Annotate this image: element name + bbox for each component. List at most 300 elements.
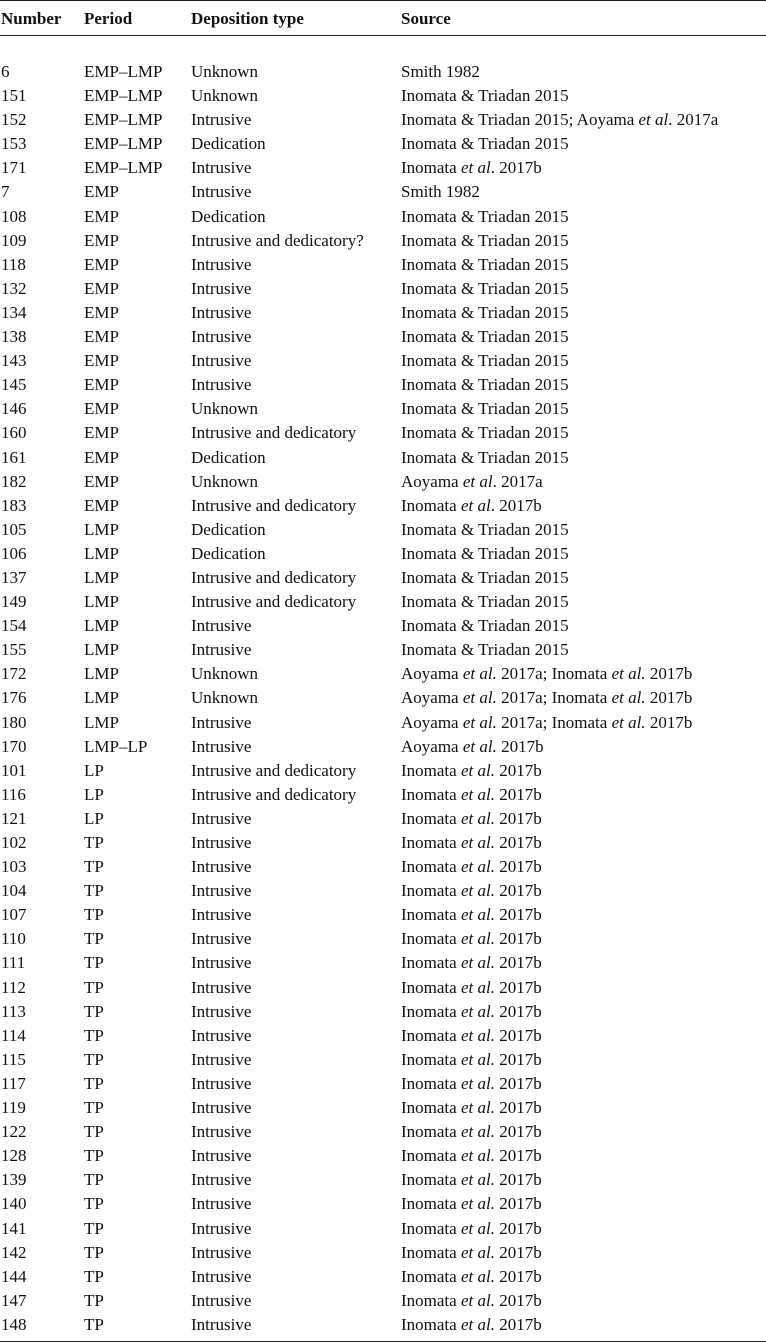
cell-deposition-type: Intrusive <box>191 182 252 202</box>
cell-deposition-type: Intrusive <box>191 1194 252 1214</box>
cell-deposition-type: Intrusive <box>191 1122 252 1142</box>
cell-source <box>401 494 542 518</box>
cell-number: 111 <box>1 953 26 973</box>
cell-source <box>401 518 569 542</box>
source-text: Aoyama <box>401 664 463 684</box>
cell-deposition-type: Dedication <box>191 519 266 539</box>
cell-source <box>401 1217 542 1241</box>
source-text: Inomata & Triadan 2015 <box>401 351 569 371</box>
cell-deposition-type: Intrusive and dedicatory <box>191 495 357 515</box>
table-row <box>0 1024 766 1048</box>
cell-deposition-type: Unknown <box>191 688 259 708</box>
source-text: Inomata <box>401 1049 461 1069</box>
cell-period: EMP–LMP <box>84 110 163 130</box>
source-text: Inomata & Triadan 2015 <box>401 254 569 274</box>
cell-source <box>401 1000 542 1024</box>
source-text: Inomata <box>401 495 461 515</box>
cell-deposition-type: Intrusive and dedicatory <box>191 760 357 780</box>
table-row <box>0 807 766 831</box>
source-text: Inomata <box>401 1170 461 1190</box>
cell-period: EMP <box>84 302 119 322</box>
source-etal: et al. <box>460 1242 495 1262</box>
source-text: Aoyama <box>401 712 463 732</box>
cell-deposition-type: Intrusive <box>191 1146 252 1166</box>
cell-deposition-type: Intrusive <box>191 327 252 347</box>
source-text: . 2017a <box>492 471 543 491</box>
source-etal: et al <box>460 158 491 178</box>
source-text: . 2017b <box>490 158 542 178</box>
cell-source <box>401 325 569 349</box>
table-row <box>0 253 766 277</box>
table-row <box>0 638 766 662</box>
cell-number: 152 <box>1 110 27 130</box>
cell-deposition-type: Unknown <box>191 62 259 81</box>
source-etal: et al. <box>611 664 646 684</box>
cell-deposition-type: Intrusive and dedicatory <box>191 784 357 804</box>
source-etal: et al. <box>611 688 646 708</box>
cell-period: LP <box>84 784 104 804</box>
cell-period: EMP <box>84 495 119 515</box>
source-text: Inomata & Triadan 2015 <box>401 592 569 612</box>
source-text: Inomata & Triadan 2015 <box>401 230 569 250</box>
cell-deposition-type: Intrusive <box>191 1266 252 1286</box>
cell-deposition-type: Intrusive and dedicatory <box>191 592 357 612</box>
cell-number: 141 <box>1 1218 27 1238</box>
cell-source <box>401 1096 542 1120</box>
table-row <box>0 397 766 421</box>
source-text: 2017b <box>494 1001 542 1021</box>
cell-deposition-type: Intrusive <box>191 616 252 636</box>
source-text: Inomata <box>401 1146 461 1166</box>
cell-number: 115 <box>1 1049 26 1069</box>
cell-number: 132 <box>1 278 27 298</box>
table-row <box>0 349 766 373</box>
cell-source <box>401 205 569 229</box>
source-etal: et al. <box>460 760 495 780</box>
cell-source <box>401 759 542 783</box>
cell-period: TP <box>84 953 104 973</box>
cell-source <box>401 301 569 325</box>
source-text: Inomata <box>401 1242 461 1262</box>
cell-period: EMP <box>84 471 119 491</box>
cell-deposition-type: Intrusive <box>191 1073 252 1093</box>
cell-number: 6 <box>1 62 10 81</box>
source-text: Inomata & Triadan 2015 <box>401 423 569 443</box>
source-etal: et al. <box>462 664 497 684</box>
table-row <box>0 301 766 325</box>
table-row <box>0 1096 766 1120</box>
cell-deposition-type: Intrusive <box>191 1001 252 1021</box>
source-etal: et al. <box>460 1266 495 1286</box>
table-row <box>0 373 766 397</box>
source-text: Smith 1982 <box>401 182 480 202</box>
source-etal: et al. <box>460 1001 495 1021</box>
source-text: Inomata <box>401 953 461 973</box>
cell-deposition-type: Intrusive and dedicatory <box>191 567 357 587</box>
source-text: Inomata & Triadan 2015 <box>401 134 569 154</box>
source-text: 2017b <box>494 953 542 973</box>
table-row <box>0 1265 766 1289</box>
cell-source <box>401 735 544 759</box>
cell-period: EMP <box>84 447 119 467</box>
cell-period: LMP–LP <box>84 736 148 756</box>
source-text: Inomata <box>401 1098 461 1118</box>
cell-source <box>401 662 692 686</box>
cell-period: LMP <box>84 616 119 636</box>
cell-period: EMP <box>84 206 119 226</box>
cell-source <box>401 108 718 132</box>
cell-number: 110 <box>1 929 26 949</box>
cell-source <box>401 156 542 180</box>
cell-number: 128 <box>1 1146 27 1166</box>
cell-number: 144 <box>1 1266 27 1286</box>
cell-period: LMP <box>84 712 119 732</box>
cell-period: TP <box>84 881 104 901</box>
cell-deposition-type: Intrusive <box>191 1025 252 1045</box>
cell-deposition-type: Dedication <box>191 206 266 226</box>
source-text: Inomata & Triadan 2015 <box>401 86 569 106</box>
table-row <box>0 566 766 590</box>
cell-number: 106 <box>1 543 27 563</box>
table-row <box>0 1192 766 1216</box>
cell-source <box>401 542 569 566</box>
source-text: Inomata <box>401 158 461 178</box>
table-body <box>0 36 766 1337</box>
cell-period: LMP <box>84 567 119 587</box>
source-text: 2017b <box>494 905 542 925</box>
cell-period: TP <box>84 1098 104 1118</box>
cell-deposition-type: Intrusive <box>191 158 252 178</box>
cell-deposition-type: Intrusive <box>191 712 252 732</box>
table-row <box>0 855 766 879</box>
source-text: 2017b <box>494 1218 542 1238</box>
cell-number: 104 <box>1 881 27 901</box>
source-text: Smith 1982 <box>401 62 480 81</box>
cell-period: EMP <box>84 278 119 298</box>
cell-number: 109 <box>1 230 27 250</box>
source-text: Inomata <box>401 1314 461 1334</box>
cell-number: 142 <box>1 1242 27 1262</box>
source-text: 2017a; Inomata <box>496 688 612 708</box>
cell-deposition-type: Intrusive <box>191 1314 252 1334</box>
cell-number: 176 <box>1 688 27 708</box>
cell-source <box>401 783 542 807</box>
cell-period: LMP <box>84 519 119 539</box>
cell-deposition-type: Intrusive <box>191 1098 252 1118</box>
cell-source <box>401 349 569 373</box>
cell-source <box>401 60 480 84</box>
source-text: 2017b <box>494 1098 542 1118</box>
source-text: 2017b <box>494 1314 542 1334</box>
cell-number: 108 <box>1 206 27 226</box>
cell-source <box>401 711 692 735</box>
source-text: 2017b <box>496 736 544 756</box>
cell-source <box>401 951 542 975</box>
source-etal: et al. <box>611 712 646 732</box>
table-row <box>0 1120 766 1144</box>
table-row <box>0 1313 766 1337</box>
table-row <box>0 759 766 783</box>
cell-source <box>401 855 542 879</box>
table-header <box>0 0 766 36</box>
table-row <box>0 325 766 349</box>
table-row <box>0 951 766 975</box>
cell-period: EMP <box>84 182 119 202</box>
cell-period: TP <box>84 905 104 925</box>
cell-period: TP <box>84 857 104 877</box>
table-row <box>0 590 766 614</box>
cell-number: 170 <box>1 736 27 756</box>
cell-period: TP <box>84 1290 104 1310</box>
cell-number: 171 <box>1 158 27 178</box>
table-row <box>0 1072 766 1096</box>
source-text: Inomata & Triadan 2015 <box>401 399 569 419</box>
cell-period: EMP–LMP <box>84 62 163 81</box>
cell-deposition-type: Intrusive <box>191 278 252 298</box>
cell-deposition-type: Intrusive <box>191 640 252 660</box>
cell-number: 172 <box>1 664 27 684</box>
source-etal: et al. <box>462 712 497 732</box>
cell-source <box>401 927 542 951</box>
source-etal: et al. <box>460 808 495 828</box>
cell-number: 134 <box>1 302 27 322</box>
source-text: Inomata <box>401 760 461 780</box>
cell-source <box>401 446 569 470</box>
cell-source <box>401 1168 542 1192</box>
cell-number: 139 <box>1 1170 27 1190</box>
cell-period: EMP <box>84 327 119 347</box>
cell-period: LMP <box>84 543 119 563</box>
source-etal: et al. <box>460 1049 495 1069</box>
source-text: Aoyama <box>401 471 463 491</box>
source-text: 2017b <box>494 760 542 780</box>
source-text: 2017b <box>494 1170 542 1190</box>
source-text: Inomata <box>401 905 461 925</box>
cell-period: TP <box>84 1122 104 1142</box>
cell-number: 137 <box>1 567 27 587</box>
source-text: 2017b <box>494 1194 542 1214</box>
cell-period: EMP–LMP <box>84 86 163 106</box>
source-text: Inomata <box>401 929 461 949</box>
cell-number: 121 <box>1 808 27 828</box>
cell-number: 107 <box>1 905 27 925</box>
table-row <box>0 446 766 470</box>
source-text: . 2017b <box>490 495 542 515</box>
source-text: 2017b <box>494 1049 542 1069</box>
source-text: Inomata & Triadan 2015 <box>401 447 569 467</box>
source-etal: et al. <box>460 929 495 949</box>
table-row <box>0 277 766 301</box>
source-etal: et al. <box>462 736 497 756</box>
source-text: 2017b <box>494 1025 542 1045</box>
cell-period: TP <box>84 1049 104 1069</box>
source-text: Aoyama <box>401 736 463 756</box>
source-text: 2017a; Inomata <box>496 664 612 684</box>
cell-source <box>401 879 542 903</box>
cell-source <box>401 638 569 662</box>
cell-period: LMP <box>84 640 119 660</box>
cell-number: 114 <box>1 1025 26 1045</box>
source-text: Inomata <box>401 784 461 804</box>
cell-number: 151 <box>1 86 27 106</box>
source-text: Inomata <box>401 1001 461 1021</box>
cell-period: TP <box>84 977 104 997</box>
cell-number: 147 <box>1 1290 27 1310</box>
cell-source <box>401 1241 542 1265</box>
cell-period: LMP <box>84 592 119 612</box>
source-text: 2017b <box>494 1242 542 1262</box>
cell-deposition-type: Intrusive and dedicatory? <box>191 230 364 250</box>
source-text: Inomata <box>401 808 461 828</box>
header-source: Source <box>401 9 451 28</box>
cell-period: TP <box>84 1170 104 1190</box>
cell-source <box>401 831 542 855</box>
cell-deposition-type: Dedication <box>191 543 266 563</box>
source-etal: et al. <box>460 1194 495 1214</box>
cell-source <box>401 253 569 277</box>
cell-source <box>401 132 569 156</box>
cell-deposition-type: Intrusive and dedicatory <box>191 423 357 443</box>
table-row <box>0 156 766 180</box>
source-etal: et al. <box>460 1170 495 1190</box>
source-text: Inomata <box>401 881 461 901</box>
source-etal: et al <box>638 110 669 130</box>
cell-source <box>401 1289 542 1313</box>
source-etal: et al. <box>460 784 495 804</box>
cell-source <box>401 470 543 494</box>
source-text: 2017b <box>645 688 693 708</box>
cell-source <box>401 1192 542 1216</box>
table-row <box>0 976 766 1000</box>
source-text: Inomata & Triadan 2015 <box>401 640 569 660</box>
cell-number: 182 <box>1 471 27 491</box>
cell-period: EMP <box>84 399 119 419</box>
source-text: 2017b <box>494 1146 542 1166</box>
cell-number: 148 <box>1 1314 27 1334</box>
cell-source <box>401 590 569 614</box>
table-row <box>0 180 766 204</box>
source-text: 2017b <box>645 664 693 684</box>
source-text: 2017b <box>494 784 542 804</box>
cell-number: 149 <box>1 592 27 612</box>
source-text: Inomata & Triadan 2015 <box>401 327 569 347</box>
source-text: Inomata <box>401 1218 461 1238</box>
table-row <box>0 831 766 855</box>
cell-source <box>401 277 569 301</box>
table-row <box>0 1289 766 1313</box>
cell-deposition-type: Intrusive <box>191 110 252 130</box>
cell-source <box>401 1048 542 1072</box>
table-row <box>0 421 766 445</box>
cell-number: 161 <box>1 447 27 467</box>
cell-number: 112 <box>1 977 26 997</box>
cell-number: 102 <box>1 833 27 852</box>
cell-period: TP <box>84 1146 104 1166</box>
table-row <box>0 60 766 84</box>
cell-period: TP <box>84 1242 104 1262</box>
cell-deposition-type: Dedication <box>191 134 266 154</box>
cell-period: TP <box>84 929 104 949</box>
cell-number: 154 <box>1 616 27 636</box>
source-text: . 2017a <box>668 110 719 130</box>
source-text: Inomata <box>401 1025 461 1045</box>
source-text: Inomata & Triadan 2015 <box>401 616 569 636</box>
cell-period: EMP <box>84 351 119 371</box>
source-text: 2017b <box>494 881 542 901</box>
cell-period: TP <box>84 1025 104 1045</box>
cell-number: 118 <box>1 254 26 274</box>
cell-number: 153 <box>1 134 27 154</box>
cell-number: 119 <box>1 1098 26 1118</box>
source-text: Inomata <box>401 833 461 852</box>
cell-number: 145 <box>1 375 27 395</box>
cell-number: 113 <box>1 1001 26 1021</box>
table-row <box>0 470 766 494</box>
cell-period: TP <box>84 1314 104 1334</box>
source-text: Inomata & Triadan 2015 <box>401 543 569 563</box>
source-text: 2017b <box>645 712 693 732</box>
source-text: 2017b <box>494 977 542 997</box>
cell-deposition-type: Intrusive <box>191 736 252 756</box>
cell-period: LMP <box>84 664 119 684</box>
cell-number: 183 <box>1 495 27 515</box>
source-text: Inomata <box>401 1122 461 1142</box>
cell-deposition-type: Intrusive <box>191 905 252 925</box>
cell-source <box>401 903 542 927</box>
cell-period: TP <box>84 1266 104 1286</box>
source-etal: et al. <box>460 1146 495 1166</box>
source-etal: et al. <box>460 953 495 973</box>
table-row <box>0 662 766 686</box>
source-etal: et al <box>460 495 491 515</box>
table-row <box>0 84 766 108</box>
source-text: 2017b <box>494 1073 542 1093</box>
cell-number: 155 <box>1 640 27 660</box>
table-row <box>0 108 766 132</box>
cell-period: EMP–LMP <box>84 158 163 178</box>
source-text: Inomata <box>401 1266 461 1286</box>
cell-deposition-type: Intrusive <box>191 857 252 877</box>
table-row <box>0 879 766 903</box>
table-row <box>0 783 766 807</box>
cell-deposition-type: Intrusive <box>191 302 252 322</box>
cell-number: 7 <box>1 182 10 202</box>
source-text: Inomata <box>401 977 461 997</box>
source-etal: et al. <box>460 1290 495 1310</box>
source-text: Inomata <box>401 1290 461 1310</box>
cell-period: TP <box>84 1218 104 1238</box>
source-text: Inomata & Triadan 2015 <box>401 278 569 298</box>
source-text: Inomata & Triadan 2015 <box>401 302 569 322</box>
source-etal: et al. <box>460 1218 495 1238</box>
table-row <box>0 518 766 542</box>
source-text: Inomata & Triadan 2015; Aoyama <box>401 110 639 130</box>
source-etal: et al. <box>460 881 495 901</box>
table-row <box>0 1000 766 1024</box>
source-etal: et al <box>462 471 493 491</box>
cell-deposition-type: Unknown <box>191 664 259 684</box>
cell-period: TP <box>84 1073 104 1093</box>
cell-deposition-type: Intrusive <box>191 1242 252 1262</box>
cell-period: EMP–LMP <box>84 134 163 154</box>
cell-number: 138 <box>1 327 27 347</box>
source-etal: et al. <box>460 833 495 852</box>
cell-deposition-type: Intrusive <box>191 881 252 901</box>
source-text: 2017b <box>494 1266 542 1286</box>
table-row <box>0 903 766 927</box>
source-text: Inomata & Triadan 2015 <box>401 375 569 395</box>
cell-deposition-type: Intrusive <box>191 833 252 852</box>
